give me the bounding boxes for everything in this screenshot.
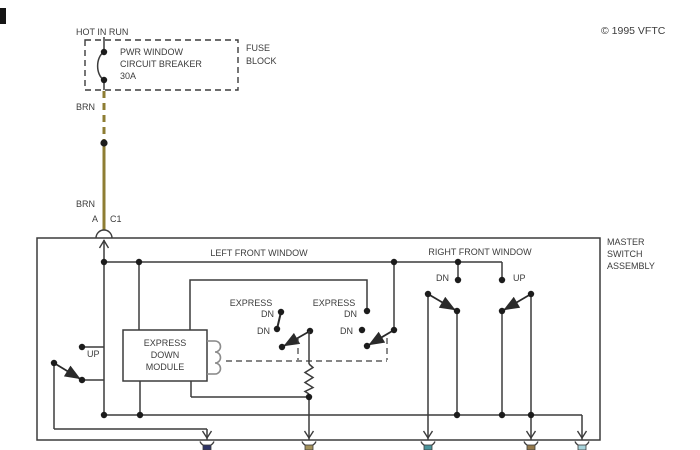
solenoid-coil	[207, 341, 221, 374]
common-bus-line	[101, 412, 582, 440]
left-up-label: UP	[87, 349, 100, 359]
master-switch-name-line3: ASSEMBLY	[607, 261, 655, 271]
master-switch-name-line2: SWITCH	[607, 249, 643, 259]
express1-dn-a-label: DN	[261, 309, 274, 319]
right-front-window-label: RIGHT FRONT WINDOW	[428, 247, 532, 257]
wire-stub-1	[203, 445, 211, 450]
resistor-symbol	[305, 364, 313, 394]
module-label-line3: MODULE	[145, 362, 185, 372]
copyright-label: © 1995 VFTC	[601, 25, 666, 37]
fuse-block-section	[76, 27, 277, 90]
express2-dn-b-label: DN	[340, 326, 353, 336]
master-switch-name-line1: MASTER	[607, 237, 645, 247]
circuit-breaker-symbol	[98, 37, 108, 90]
breaker-label-line2: CIRCUIT BREAKER	[120, 59, 202, 69]
express1-dn-b-label: DN	[257, 326, 270, 336]
mechanical-linkage-dashes	[226, 338, 387, 361]
express-down-module	[123, 330, 221, 381]
module-label-line2: DOWN	[150, 350, 180, 360]
fuse-block-name-line1: FUSE	[246, 43, 271, 53]
entry-connector-arc	[96, 230, 112, 238]
right-up-switch-arm	[502, 294, 531, 311]
hot-in-run-label: HOT IN RUN	[76, 27, 129, 37]
express1-label: EXPRESS	[229, 298, 273, 308]
right-up-label: UP	[513, 273, 526, 283]
left-up-switch	[51, 344, 207, 440]
fuse-block-name-line2: BLOCK	[246, 56, 277, 66]
express1-switch-arm	[282, 331, 310, 347]
express2-dn-a-label: DN	[344, 309, 357, 319]
express2-label: EXPRESS	[312, 298, 356, 308]
express-switch-2	[313, 298, 397, 349]
c1-entry-connector	[96, 230, 112, 262]
wire-stub-3	[424, 445, 432, 450]
right-dn-switch-arm	[428, 294, 457, 311]
brn-wire-upper-label: BRN	[76, 102, 96, 112]
right-dn-label: DN	[436, 273, 449, 283]
left-front-window-label: LEFT FRONT WINDOW	[210, 248, 308, 258]
wire-stub-5	[578, 445, 586, 450]
breaker-rating-label: 30A	[120, 71, 137, 81]
brn-feed-wire	[76, 91, 122, 230]
breaker-label-line1: PWR WINDOW	[120, 47, 183, 57]
express2-switch-arm	[367, 330, 394, 346]
terminal-a-label: A	[91, 214, 98, 224]
page-edge-mark	[0, 8, 6, 24]
express-switch-1	[230, 298, 313, 350]
connector-c1-label: C1	[110, 214, 122, 224]
module-label-line1: EXPRESS	[143, 338, 187, 348]
wire-stub-4	[527, 445, 535, 450]
wire-stub-2	[305, 445, 313, 450]
splice-dot	[100, 139, 107, 146]
up-switch-arm	[54, 363, 82, 380]
brn-wire-lower-label: BRN	[76, 199, 96, 209]
master-switch-box	[37, 238, 600, 440]
